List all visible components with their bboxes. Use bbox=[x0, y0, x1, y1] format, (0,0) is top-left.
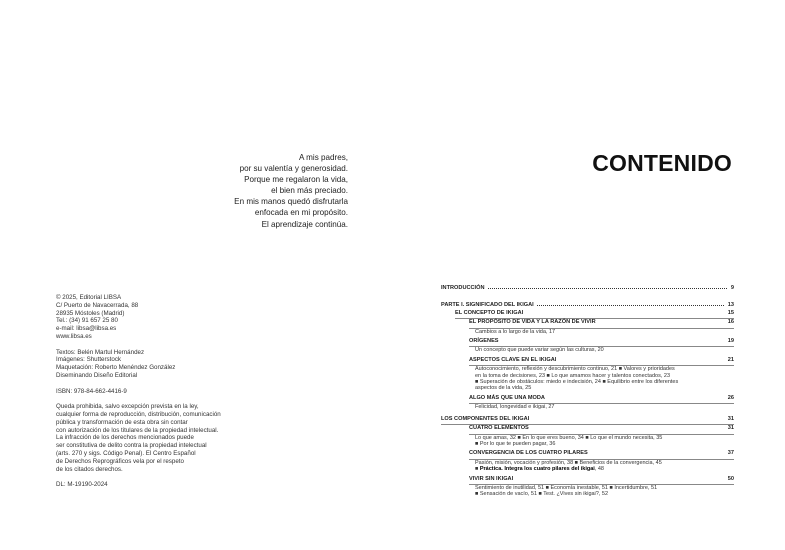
practice-page: , 48 bbox=[594, 466, 604, 473]
credit-line: Tel.: (34) 91 657 25 80 bbox=[56, 317, 118, 325]
toc-subtopics: Pasión, misión, vocación y profesión, 38 ■ Beneficios de la convergencia, 45 bbox=[475, 459, 662, 466]
legal-line: cualquier forma de reproducción, distribución, comunicación bbox=[56, 410, 221, 418]
legal-line: (arts. 270 y sigs. Código Penal). El Centro Español bbox=[56, 449, 196, 457]
team-info bbox=[56, 349, 296, 380]
legal-notice bbox=[56, 403, 296, 473]
toc-subtopics: ■ Por lo que te pueden pagar, 36 bbox=[475, 440, 556, 447]
toc-page-number: 13 bbox=[727, 302, 734, 309]
toc-page-number: 31 bbox=[727, 425, 734, 432]
dedication bbox=[88, 152, 348, 230]
toc-entry-cuatro-elementos[interactable] bbox=[469, 425, 734, 434]
toc-subtopics: aspectos de la vida, 25 bbox=[475, 385, 532, 392]
isbn bbox=[56, 388, 296, 396]
toc-subtopics: Lo que amas, 32 ■ En lo que eres bueno, 34 ■ Lo que el mundo necesita, 35 bbox=[475, 434, 663, 441]
practice-label: Práctica. Integra los cuatro pilares del ikigai bbox=[479, 466, 595, 473]
toc-entry-label: CUATRO ELEMENTOS bbox=[469, 425, 529, 432]
bullet-square: ■ bbox=[475, 466, 480, 473]
credit-line: © 2025, Editorial LIBSA bbox=[56, 294, 122, 301]
toc-subtopics: ■ Sensación de vacío, 51 ■ Test. ¿Vives sin ikigai?, 52 bbox=[475, 491, 609, 498]
dedication-line: A mis padres, bbox=[298, 153, 348, 162]
dedication-line: El aprendizaje continúa. bbox=[261, 219, 348, 229]
dedication-line: Porque me regalaron la vida, bbox=[244, 175, 348, 185]
credit-line: Diseminando Diseño Editorial bbox=[56, 371, 138, 379]
toc-title: CONTENIDO bbox=[592, 150, 732, 176]
credit-line: 28935 Móstoles (Madrid) bbox=[56, 309, 125, 317]
toc-page-number: 21 bbox=[727, 356, 734, 363]
toc-entry-moda[interactable] bbox=[469, 395, 734, 404]
legal-line: pública y transformación de esta obra sin contar bbox=[56, 418, 188, 426]
toc-entry-part1[interactable] bbox=[441, 302, 734, 309]
table-of-contents bbox=[441, 285, 734, 498]
toc-subtopics: Felicidad, longevidad e ikigai, 27 bbox=[475, 404, 555, 411]
toc-entry-label: CONVERGENCIA DE LOS CUATRO PILARES bbox=[469, 450, 588, 457]
legal-line: con autorización de los titulares de la propiedad intelectual. bbox=[56, 426, 219, 434]
toc-entry-concepto[interactable] bbox=[455, 310, 734, 319]
credit-line: e-mail: libsa@libsa.es bbox=[56, 325, 117, 333]
toc-entry-proposito[interactable] bbox=[469, 319, 734, 328]
toc-entry-label: PARTE I. SIGNIFICADO DEL IKIGAI bbox=[441, 302, 534, 309]
dl-text: DL: M-19190-2024 bbox=[56, 481, 108, 489]
toc-entry-aspectos[interactable] bbox=[469, 357, 734, 366]
credit-line: Imágenes: Shutterstock bbox=[56, 356, 122, 364]
toc-entry-label: EL CONCEPTO DE IKIGAI bbox=[455, 309, 524, 316]
toc-entry-componentes[interactable] bbox=[441, 416, 734, 425]
toc-entry-convergencia[interactable] bbox=[469, 450, 734, 459]
toc-subtopics: Autoconocimiento, reflexión y descubrimiento continuo, 21 ■ Valores y prioridades bbox=[475, 366, 675, 373]
toc-entry-label: ORÍGENES bbox=[469, 338, 499, 345]
legal-line: Queda prohibida, salvo excepción prevista en la ley, bbox=[56, 403, 199, 411]
toc-entry-label: ALGO MÁS QUE UNA MODA bbox=[469, 394, 545, 401]
toc-entry-origenes[interactable] bbox=[469, 338, 734, 347]
dot-leader bbox=[488, 288, 727, 289]
publisher-info bbox=[56, 294, 296, 341]
toc-page-number: 31 bbox=[727, 415, 734, 422]
credit-line: Maquetación: Roberto Menéndez González bbox=[56, 364, 176, 372]
toc-page-number: 19 bbox=[727, 338, 734, 345]
toc-subtopics: Cambios a lo largo de la vida, 17 bbox=[475, 328, 556, 335]
toc-entry-label: INTRODUCCIÓN bbox=[441, 285, 485, 291]
toc-subtopics: Un concepto que puede variar según las culturas, 20 bbox=[475, 347, 604, 354]
toc-entry-label: VIVIR SIN IKIGAI bbox=[469, 475, 514, 482]
dedication-line: enfocada en mi propósito. bbox=[254, 208, 348, 218]
dedication-line: el bien más preciado. bbox=[271, 186, 348, 196]
credit-line: C/ Puerto de Navacerrada, 88 bbox=[56, 301, 139, 309]
toc-page-number: 16 bbox=[727, 319, 734, 326]
isbn-text: ISBN: 978-84-662-4416-9 bbox=[56, 387, 127, 395]
toc-entry-vivir-sin-ikigai[interactable] bbox=[469, 476, 734, 485]
toc-subtopics: ■ Superación de obstáculos: miedo e indecisión, 24 ■ Equilibrio entre los diferentes bbox=[475, 379, 679, 386]
toc-subtopics: en la toma de decisiones, 23 ■ Lo que amamos hacer y talentos conectados, 23 bbox=[475, 372, 671, 379]
toc-page-number: 9 bbox=[730, 285, 734, 291]
legal-line: ser constitutiva de delito contra la propiedad intelectual bbox=[56, 442, 207, 450]
legal-line: La infracción de los derechos mencionados puede bbox=[56, 434, 194, 442]
toc-entry-label: EL PROPÓSITO DE VIDA Y LA RAZÓN DE VIVIR bbox=[469, 319, 596, 326]
credits bbox=[56, 294, 296, 497]
credit-line: www.libsa.es bbox=[56, 332, 92, 340]
dedication-line: En mis manos quedó disfrutarla bbox=[234, 197, 348, 207]
toc-entry-label: LOS COMPONENTES DEL IKIGAI bbox=[441, 415, 530, 422]
toc-page-number: 37 bbox=[727, 450, 734, 457]
legal-line: de Derechos Reprográficos vela por el respeto bbox=[56, 457, 184, 465]
toc-subtopics: Sentimiento de inutilidad, 51 ■ Economía inestable, 51 ■ Incertidumbre, 51 bbox=[475, 484, 658, 491]
toc-entry-introduccion[interactable] bbox=[441, 285, 734, 292]
dot-leader bbox=[537, 305, 724, 306]
dedication-line: por su valentía y generosidad. bbox=[239, 164, 348, 174]
credit-line: Textos: Belén Martul Hernández bbox=[56, 348, 145, 356]
legal-deposit bbox=[56, 481, 296, 489]
toc-page-number: 15 bbox=[727, 309, 734, 316]
legal-line: de los citados derechos. bbox=[56, 465, 123, 473]
toc-entry-label: ASPECTOS CLAVE EN EL IKIGAI bbox=[469, 356, 557, 363]
toc-page-number: 50 bbox=[727, 475, 734, 482]
toc-page-number: 26 bbox=[727, 394, 734, 401]
